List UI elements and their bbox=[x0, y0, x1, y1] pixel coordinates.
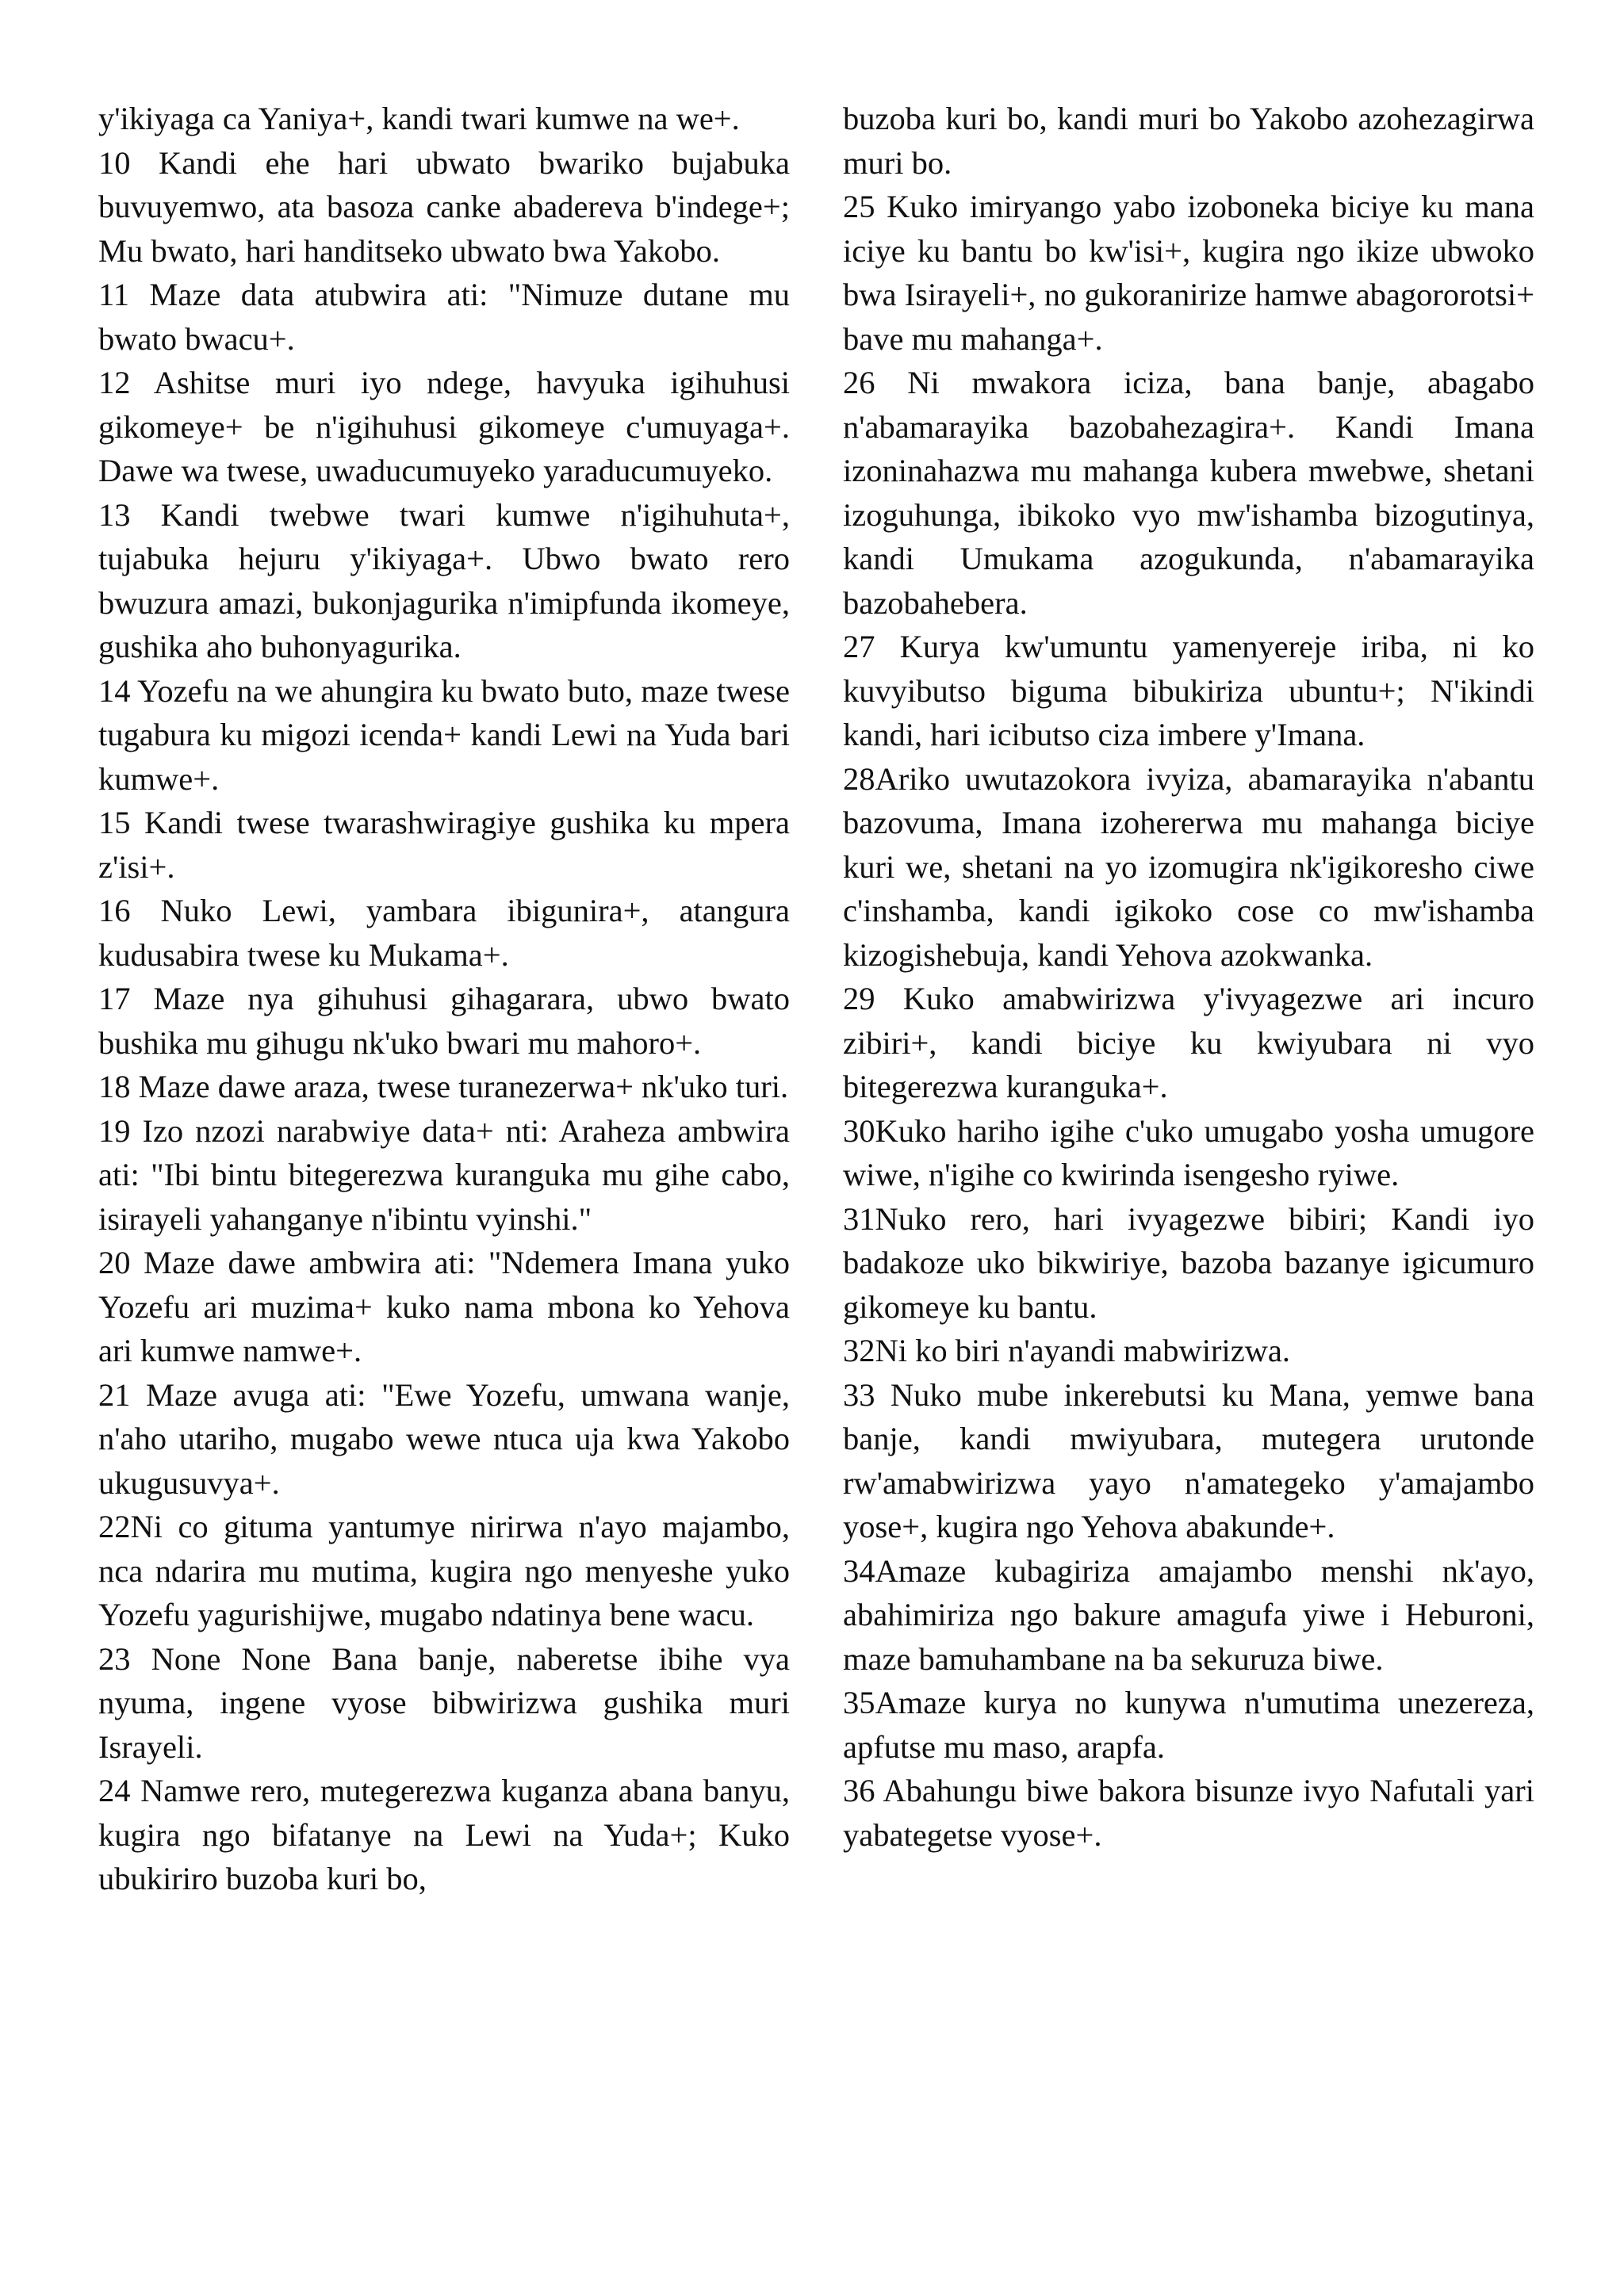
paragraph: 31Nuko rero, hari ivyagezwe bibiri; Kandi iyo badakoze uko bikwiriye, bazoba bazanye igicumuro gikomeye ku bantu. bbox=[843, 1200, 1534, 1325]
paragraph: 23 None None Bana banje, naberetse ibihe vya nyuma, ingene vyose bibwirizwa gushika muri Israyeli. bbox=[98, 1640, 790, 1765]
paragraph: 17 Maze nya gihuhusi gihagarara, ubwo bwato bushika mu gihugu nk'uko bwari mu mahoro+. bbox=[98, 981, 790, 1061]
paragraph: 22Ni co gituma yantumye nirirwa n'ayo majambo, nca ndarira mu mutima, kugira ngo menyeshe yuko Yozefu yagurishijwe, mugabo ndatinya bene wacu. bbox=[98, 1509, 790, 1632]
paragraph: 36 Abahungu biwe bakora bisunze ivyo Nafutali yari yabategetse vyose+. bbox=[843, 1773, 1534, 1853]
paragraph: 14 Yozefu na we ahungira ku bwato buto, maze twese tugabura ku migozi icenda+ kandi Lewi na Yuda bari kumwe+. bbox=[98, 672, 790, 797]
paragraph: 32Ni ko biri n'ayandi mabwirizwa. bbox=[843, 1333, 1291, 1368]
right-column bbox=[843, 97, 1534, 1857]
paragraph: buzoba kuri bo, kandi muri bo Yakobo azohezagirwa muri bo. bbox=[843, 101, 1534, 181]
left-column bbox=[98, 97, 790, 1901]
paragraph: 24 Namwe rero, mutegerezwa kuganza abana banyu, kugira ngo bifatanye na Lewi na Yuda+; Kuko ubukiriro buzoba kuri bo, bbox=[98, 1773, 790, 1896]
paragraph: 26 Ni mwakora iciza, bana banje, abagabo n'abamarayika bazobahezagira+. Kandi Imana izoninahazwa mu mahanga kubera mwebwe, shetani izoguhunga, ibikoko vyo mw'ishamba bizogutinya, kandi Umukama azogukunda, n'abamarayika bazobahebera. bbox=[843, 365, 1534, 621]
paragraph: 21 Maze avuga ati: "Ewe Yozefu, umwana wanje, n'aho utariho, mugabo wewe ntuca uja kwa Yakobo ukugusuvya+. bbox=[98, 1376, 790, 1501]
paragraph: 11 Maze data atubwira ati: "Nimuze dutane mu bwato bwacu+. bbox=[98, 277, 790, 357]
paragraph: 25 Kuko imiryango yabo izoboneka biciye ku mana iciye ku bantu bo kw'isi+, kugira ngo ikize ubwoko bwa Isirayeli+, no gukoranirize hamwe abagororotsi+ bave mu mahanga+. bbox=[843, 189, 1534, 357]
paragraph: 28Ariko uwutazokora ivyiza, abamarayika n'abantu bazovuma, Imana izohererwa mu mahanga biciye kuri we, shetani na yo izomugira nk'igikoresho ciwe c'inshamba, kandi igikoko cose co mw'ishamba kizogishebuja, kandi Yehova azokwanka. bbox=[843, 760, 1534, 973]
paragraph: 18 Maze dawe araza, twese turanezerwa+ nk'uko turi. bbox=[98, 1069, 789, 1104]
paragraph: 29 Kuko amabwirizwa y'ivyagezwe ari incuro zibiri+, kandi biciye ku kwiyubara ni vyo bitegerezwa kuranguka+. bbox=[843, 981, 1534, 1104]
paragraph: y'ikiyaga ca Yaniya+, kandi twari kumwe na we+. bbox=[98, 101, 740, 136]
paragraph: 20 Maze dawe ambwira ati: "Ndemera Imana yuko Yozefu ari muzima+ kuko nama mbona ko Yehova ari kumwe namwe+. bbox=[98, 1245, 790, 1368]
paragraph: 19 Izo nzozi narabwiye data+ nti: Araheza ambwira ati: "Ibi bintu bitegerezwa kuranguka mu gihe cabo, isirayeli yahanganye n'ibintu vyinshi." bbox=[98, 1112, 790, 1237]
paragraph: 33 Nuko mube inkerebutsi ku Mana, yemwe bana banje, kandi mwiyubara, mutegera urutonde rw'amabwirizwa yayo n'amategeko y'amajambo yose+, kugira ngo Yehova abakunde+. bbox=[843, 1376, 1534, 1544]
paragraph: 35Amaze kurya no kunywa n'umutima unezereza, apfutse mu maso, arapfa. bbox=[843, 1685, 1534, 1765]
paragraph: 10 Kandi ehe hari ubwato bwariko bujabuka buvuyemwo, ata basoza canke abadereva b'indege+; Mu bwato, hari handitseko ubwato bwa Yakobo. bbox=[98, 144, 790, 269]
paragraph: 27 Kurya kw'umuntu yamenyereje iriba, ni ko kuvyibutso biguma bibukiriza ubuntu+; N'ikindi kandi, hari icibutso ciza imbere y'Imana. bbox=[843, 629, 1534, 752]
paragraph: 16 Nuko Lewi, yambara ibigunira+, atangura kudusabira twese ku Mukama+. bbox=[98, 893, 790, 973]
paragraph: 34Amaze kubagiriza amajambo menshi nk'ayo, abahimiriza ngo bakure amagufa yiwe i Heburoni, maze bamuhambane na ba sekuruza biwe. bbox=[843, 1552, 1534, 1677]
paragraph: 15 Kandi twese twarashwiragiye gushika ku mpera z'isi+. bbox=[98, 805, 790, 885]
paragraph: 30Kuko hariho igihe c'uko umugabo yosha umugore wiwe, n'igihe co kwirinda isengesho ryiwe. bbox=[843, 1112, 1534, 1192]
paragraph: 13 Kandi twebwe twari kumwe n'igihuhuta+, tujabuka hejuru y'ikiyaga+. Ubwo bwato rero bwuzura amazi, bukonjagurika n'imipfunda ikomeye, gushika aho buhonyagurika. bbox=[98, 496, 790, 664]
paragraph: 12 Ashitse muri iyo ndege, havyuka igihuhusi gikomeye+ be n'igihuhusi gikomeye c'umuyaga+. Dawe wa twese, uwaducumuyeko yaraducumuyeko. bbox=[98, 365, 790, 488]
